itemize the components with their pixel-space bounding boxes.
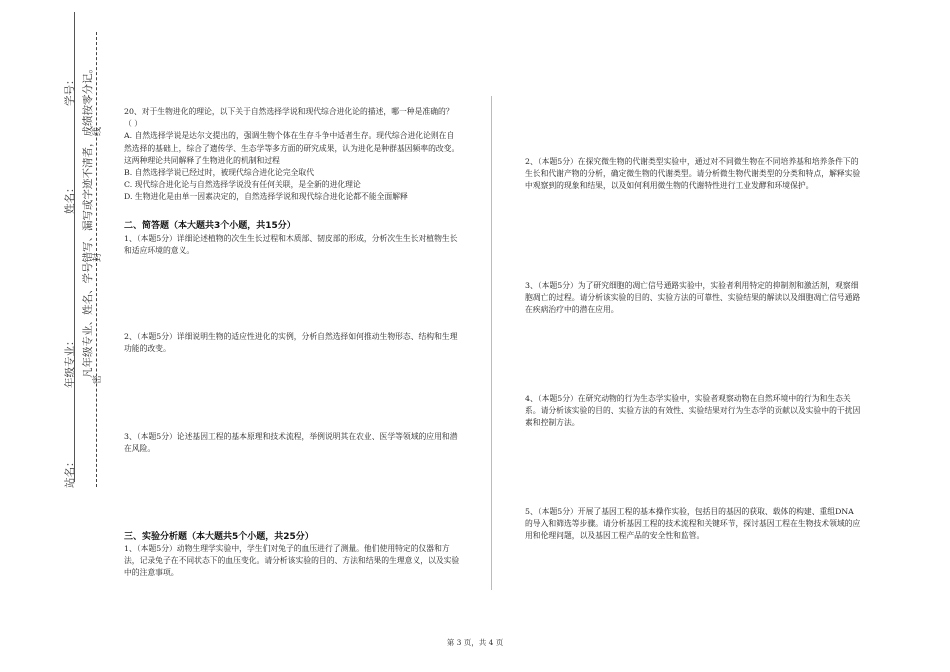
question-20-option-c: C. 现代综合进化论与自然选择学说没有任何关联，是全新的进化理论 [124, 180, 361, 190]
student-id-label: 学号： [64, 74, 76, 106]
experiment-5: 5、（本题5分）开展了基因工程的基本操作实验，包括目的基因的获取、载体的构建、重组DNA 的导入和筛选等步骤。请分析基因工程的技术流程和关键环节，探讨基因工程在生物技术领域的应用和伦理问题，以及基因工程产品的安全性和监管。 [525, 507, 861, 541]
experiment-3: 3、（本题5分）为了研究细胞的凋亡信号通路实验中，实验者利用特定的抑制剂和激活剂，观察细胞凋亡的过程。请分析该实验的目的、实验方法的可靠性、实验结果的解读以及细胞凋亡信号通路在疾病治疗中的潜在应用。 [525, 281, 861, 315]
line-mark: 线 [93, 126, 103, 136]
school-label: 站名： [64, 456, 76, 488]
question-20-option-a: A. 自然选择学说是达尔文提出的，强调生物个体在生存斗争中适者生存。现代综合进化论则在自然选择的基础上，综合了遗传学、生态学等多方面的研究成果，认为进化是种群基因频率的改变。这两种理论共同解释了生物进化的机制和过程 [124, 131, 460, 165]
name-label: 姓名： [64, 182, 76, 214]
column-divider [491, 96, 492, 590]
short-answer-3: 3、（本题5分）论述基因工程的基本原理和技术流程，举例说明其在农业、医学等领域的应用和潜在风险。 [124, 432, 458, 454]
short-answer-1: 1、（本题5分）详细论述植物的次生生长过程和木质部、韧皮部的形成，分析次生生长对植物生长和适应环境的意义。 [124, 234, 458, 256]
page-footer: 第 3 页，共 4 页 [446, 638, 504, 647]
dense-mark: 密 [93, 374, 103, 384]
grade-major-label: 年级专业： [64, 335, 76, 388]
experiment-1: 1、（本题5分）动物生理学实验中，学生们对兔子的血压进行了测量。他们使用特定的仪器和方法，记录兔子在不同状态下的血压变化。请分析该实验的目的、方法和结果的生理意义，以及实验中的注意事项。 [124, 544, 460, 578]
question-20 [124, 106, 460, 204]
question-20-stem: 20、对于生物进化的理论，以下关于自然选择学说和现代综合进化论的描述，哪一种是准确的？（ ） [124, 107, 454, 129]
seal-mark: 封 [93, 252, 103, 262]
binding-warning: 凡年级专业、姓名、学号错写、漏写或字迹不清者，成绩按零分记。 [82, 63, 94, 378]
short-answer-2: 2、（本题5分）详细说明生物的适应性进化的实例，分析自然选择如何推动生物形态、结构和生理功能的改变。 [124, 332, 458, 354]
experiment-4: 4、（本题5分）在研究动物的行为生态学实验中，实验者观察动物在自然环境中的行为和生态关系。请分析该实验的目的、实验方法的有效性、实验结果对行为生态学的贡献以及实验中的干扰因素和控制方法。 [525, 394, 861, 428]
experiment-2: 2、（本题5分）在探究微生物的代谢类型实验中，通过对不同微生物在不同培养基和培养条件下的生长和代谢产物的分析，确定微生物的代谢类型。请分析微生物代谢类型的分类和特点，解释实验中观察到的现象和结果，以及如何利用微生物的代谢特性进行工业发酵和环境保护。 [525, 157, 861, 191]
section-2-heading: 二、简答题（本大题共3个小题，共15分） [124, 221, 296, 231]
question-20-option-d: D. 生物进化是由单一因素决定的，自然选择学说和现代综合进化论都不能全面解释 [124, 192, 408, 202]
question-20-option-b: B. 自然选择学说已经过时，被现代综合进化论完全取代 [124, 168, 315, 178]
section-3-heading: 三、实验分析题（本大题共5个小题，共25分） [124, 532, 314, 542]
